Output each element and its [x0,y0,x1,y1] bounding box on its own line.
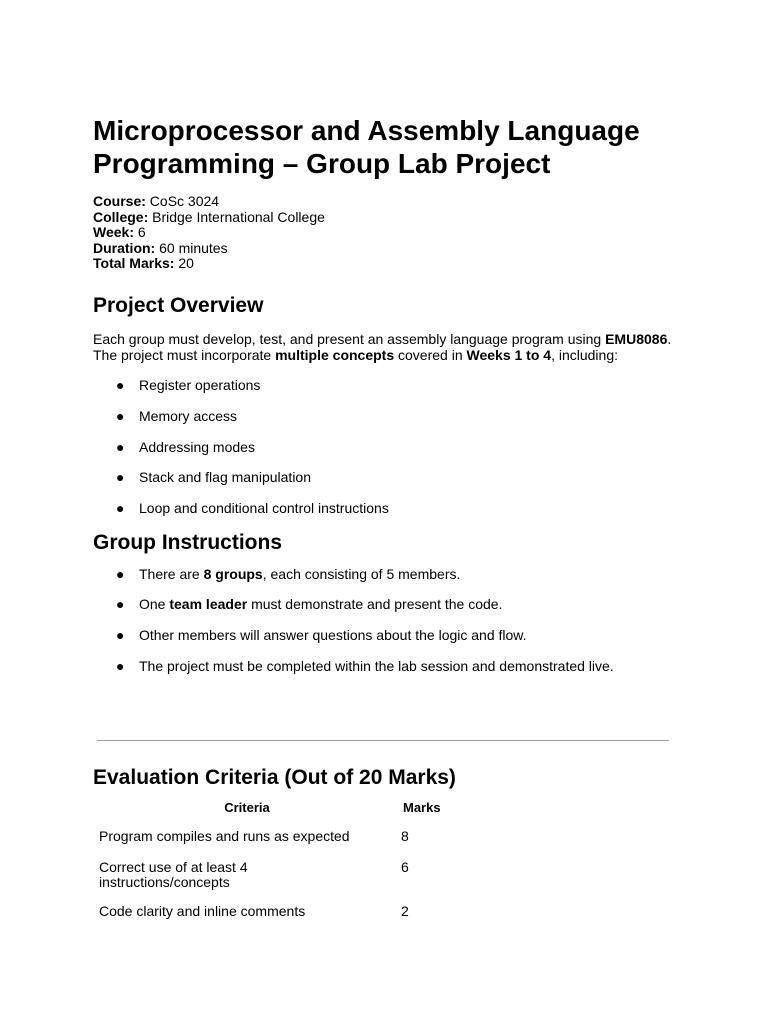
meta-duration: Duration: 60 minutes [93,239,228,256]
marks-cell: 2 [401,902,409,919]
bullet-icon: ● [116,657,125,674]
course-meta [93,194,683,272]
list-item: ● Loop and conditional control instructions [116,499,389,516]
list-item: ● Register operations [116,377,261,394]
criteria-cell: Program compiles and runs as expected [99,828,350,844]
bullet-icon: ● [116,469,125,486]
list-item: ● The project must be completed within the lab session and demonstrated live. [116,657,614,674]
concepts-list [93,377,683,516]
page-title: Microprocessor and Assembly Language Programming – Group Lab Project [93,115,640,179]
bullet-icon: ● [116,499,125,516]
bullet-icon: ● [116,407,125,424]
meta-college: College: Bridge International College [93,208,325,225]
list-item: ● Stack and flag manipulation [116,469,311,486]
list-item: ● One team leader must demonstrate and present the code. [116,596,503,613]
marks-cell: 8 [401,828,409,844]
bullet-icon: ● [116,377,125,394]
list-item: ● Addressing modes [116,438,255,455]
list-item: ● There are 8 groups, each consisting of 5 members. [116,565,461,582]
criteria-cell: Code clarity and inline comments [99,902,306,919]
bullet-icon: ● [116,565,125,582]
bullet-icon: ● [116,438,125,455]
horizontal-divider [97,740,669,741]
meta-course: Course: CoSc 3024 [93,193,220,209]
list-item: ● Other members will answer questions about the logic and flow. [116,626,527,643]
meta-total-marks: Total Marks: 20 [93,255,194,272]
table-row [93,860,463,904]
table-row [93,904,463,920]
bullet-icon: ● [116,626,125,643]
marks-column-header: Marks [403,800,441,815]
bullet-icon: ● [116,596,125,613]
evaluation-section [93,766,683,919]
group-instructions-heading: Group Instructions [93,530,282,554]
marks-cell: 6 [401,858,409,875]
table-row [93,829,463,860]
table-header-row [93,800,463,829]
evaluation-heading: Evaluation Criteria (Out of 20 Marks) [93,766,456,789]
criteria-cell: Correct use of at least 4 instructions/concepts [99,858,248,891]
document-page [93,114,683,688]
instructions-list [93,566,683,674]
list-item: ● Memory access [116,407,238,424]
evaluation-table [93,800,463,919]
criteria-column-header: Criteria [224,800,270,815]
meta-week: Week: 6 [93,224,146,241]
project-overview-heading: Project Overview [93,293,264,317]
overview-paragraph: Each group must develop, test, and present an assembly language program using EMU8086. The project must incorporate multiple concepts covered in Weeks 1 to 4, including: [93,330,672,363]
